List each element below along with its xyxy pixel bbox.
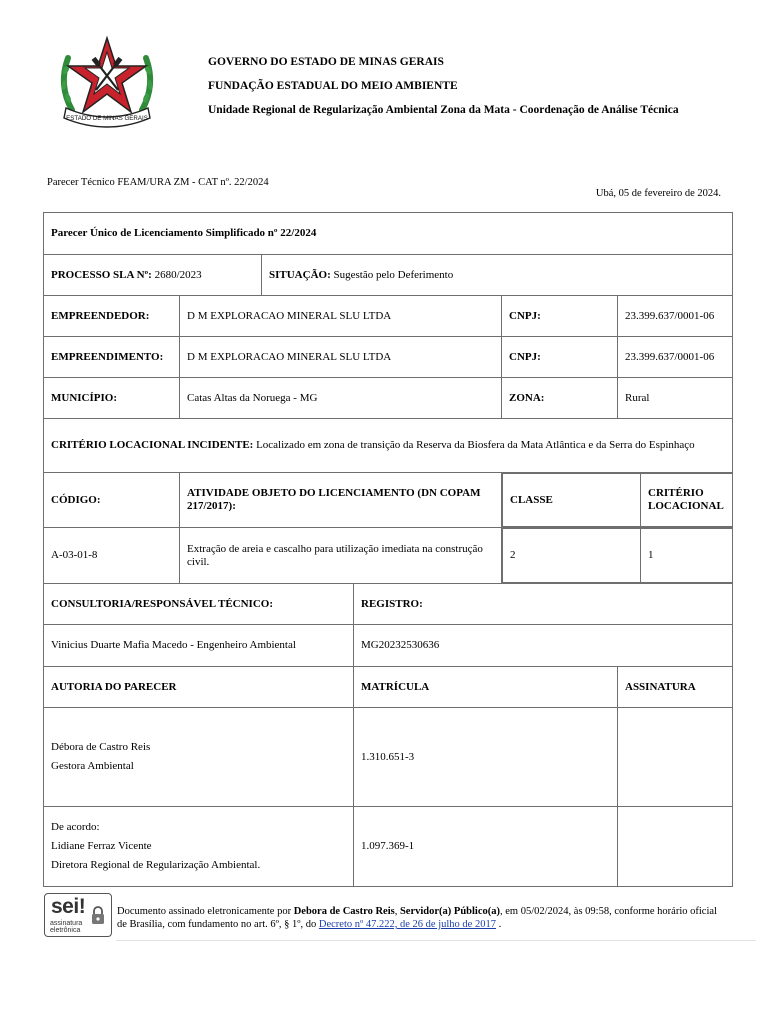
cnpj-value: 23.399.637/0001-06: [618, 337, 733, 378]
municipio-value: Catas Altas da Noruega - MG: [180, 378, 502, 419]
signature-footer: [44, 893, 733, 939]
situacao-label: SITUAÇÃO:: [269, 268, 331, 281]
government-name: GOVERNO DO ESTADO DE MINAS GERAIS: [208, 56, 444, 68]
sei-logo-subtitle: [50, 920, 82, 934]
table-row: [44, 667, 733, 708]
criterio-incidente-cell: [44, 419, 733, 473]
empreendedor-label: EMPREENDEDOR:: [44, 296, 180, 337]
sei-logo-sub2: eletrônica: [50, 927, 81, 934]
lock-icon: [91, 905, 105, 925]
table-row: [44, 337, 733, 378]
matricula-header: MATRÍCULA: [354, 667, 618, 708]
document-header: [52, 30, 742, 140]
signer-role: Servidor(a) Público(a): [399, 906, 500, 917]
table-row: [44, 255, 733, 296]
table-row: [44, 378, 733, 419]
registro-header: REGISTRO:: [354, 584, 733, 625]
consultoria-header: CONSULTORIA/RESPONSÁVEL TÉCNICO:: [44, 584, 354, 625]
table-row: [44, 708, 733, 807]
sei-logo: [44, 893, 112, 937]
statement-mid: , em 05/02/2024, às 09:58, conforme horário oficial de Brasília, com fundamento no art. 6º, § 1º, do: [117, 906, 717, 930]
cnpj-label: CNPJ:: [502, 296, 618, 337]
signature-statement: [117, 905, 729, 931]
table-row: [44, 296, 733, 337]
statement-start: Documento assinado eletronicamente por: [117, 906, 294, 917]
assinatura-header: ASSINATURA: [618, 667, 733, 708]
signer-name: Debora de Castro Reis: [293, 906, 395, 917]
processo-value: 2680/2023: [154, 268, 202, 281]
cnpj-value: 23.399.637/0001-06: [618, 296, 733, 337]
empreendimento-label: EMPREENDIMENTO:: [44, 337, 180, 378]
table-row: [44, 807, 733, 887]
autor2-prefix: De acordo:: [51, 821, 100, 833]
table-row: [44, 528, 733, 584]
atividade-value: Extração de areia e cascalho para utilização imediata na construção civil.: [180, 528, 502, 584]
zona-label: ZONA:: [502, 378, 618, 419]
autor2-matricula: 1.097.369-1: [354, 807, 618, 887]
classe-criterio-header: [502, 473, 733, 528]
empreendimento-value: D M EXPLORACAO MINERAL SLU LTDA: [180, 337, 502, 378]
classe-criterio-values: [502, 528, 733, 584]
sei-logo-word: sei!: [51, 895, 86, 918]
empreendedor-value: D M EXPLORACAO MINERAL SLU LTDA: [180, 296, 502, 337]
processo-label: PROCESSO SLA Nº:: [51, 268, 152, 281]
statement-end: .: [495, 919, 502, 930]
table-row: [44, 419, 733, 473]
processo-cell: [44, 255, 262, 296]
cnpj-label: CNPJ:: [502, 337, 618, 378]
autor1-matricula: 1.310.651-3: [354, 708, 618, 807]
criterio-incidente-value: Localizado em zona de transição da Reserva da Biosfera da Mata Atlântica e da Serra do Espinhaço: [256, 439, 695, 451]
document-reference: Parecer Técnico FEAM/URA ZM - CAT nº. 22/2024: [47, 177, 269, 188]
autor1-assinatura: [618, 708, 733, 807]
table-row: [44, 213, 733, 255]
autor2-assinatura: [618, 807, 733, 887]
autoria-header: AUTORIA DO PARECER: [44, 667, 354, 708]
autor2-cell: [44, 807, 354, 887]
autor1-name: Débora de Castro Reis: [51, 741, 151, 753]
codigo-value: A-03-01-8: [44, 528, 180, 584]
license-table: [43, 212, 733, 887]
table-title: Parecer Único de Licenciamento Simplificado nº 22/2024: [44, 213, 733, 255]
document-date: Ubá, 05 de fevereiro de 2024.: [595, 188, 721, 199]
autor1-role: Gestora Ambiental: [51, 760, 134, 772]
consultoria-value: Vinicius Duarte Mafia Macedo - Engenheiro Ambiental: [44, 625, 354, 667]
table-row: [44, 473, 733, 528]
unit-name: Unidade Regional de Regularização Ambiental Zona da Mata - Coordenação de Análise Técnica: [208, 104, 679, 116]
zona-value: Rural: [618, 378, 733, 419]
sei-logo-sub1: assinatura: [50, 920, 83, 927]
footer-divider: [116, 940, 756, 941]
table-row: [44, 625, 733, 667]
criterio-value: 1: [641, 529, 733, 583]
criterio-incidente-label: CRITÉRIO LOCACIONAL INCIDENTE:: [51, 439, 254, 451]
autor1-cell: [44, 708, 354, 807]
foundation-name: FUNDAÇÃO ESTADUAL DO MEIO AMBIENTE: [208, 80, 458, 92]
statement-sep: ,: [394, 906, 400, 917]
classe-header: CLASSE: [503, 474, 641, 527]
emblem-ribbon-text: ESTADO DE MINAS GERAIS: [66, 115, 148, 122]
atividade-header: ATIVIDADE OBJETO DO LICENCIAMENTO (DN COPAM 217/2017):: [180, 473, 502, 528]
situacao-cell: [262, 255, 733, 296]
minas-gerais-coat-of-arms: [52, 30, 162, 134]
autor2-name: Lidiane Ferraz Vicente: [51, 840, 152, 852]
municipio-label: MUNICÍPIO:: [44, 378, 180, 419]
codigo-header: CÓDIGO:: [44, 473, 180, 528]
situacao-value: Sugestão pelo Deferimento: [333, 268, 454, 281]
criterio-header: CRITÉRIO LOCACIONAL: [641, 474, 733, 527]
registro-value: MG20232530636: [354, 625, 733, 667]
autor2-role: Diretora Regional de Regularização Ambiental.: [51, 859, 261, 871]
classe-value: 2: [503, 529, 641, 583]
decree-link[interactable]: Decreto nº 47.222, de 26 de julho de 2017: [318, 919, 496, 930]
table-row: [44, 584, 733, 625]
